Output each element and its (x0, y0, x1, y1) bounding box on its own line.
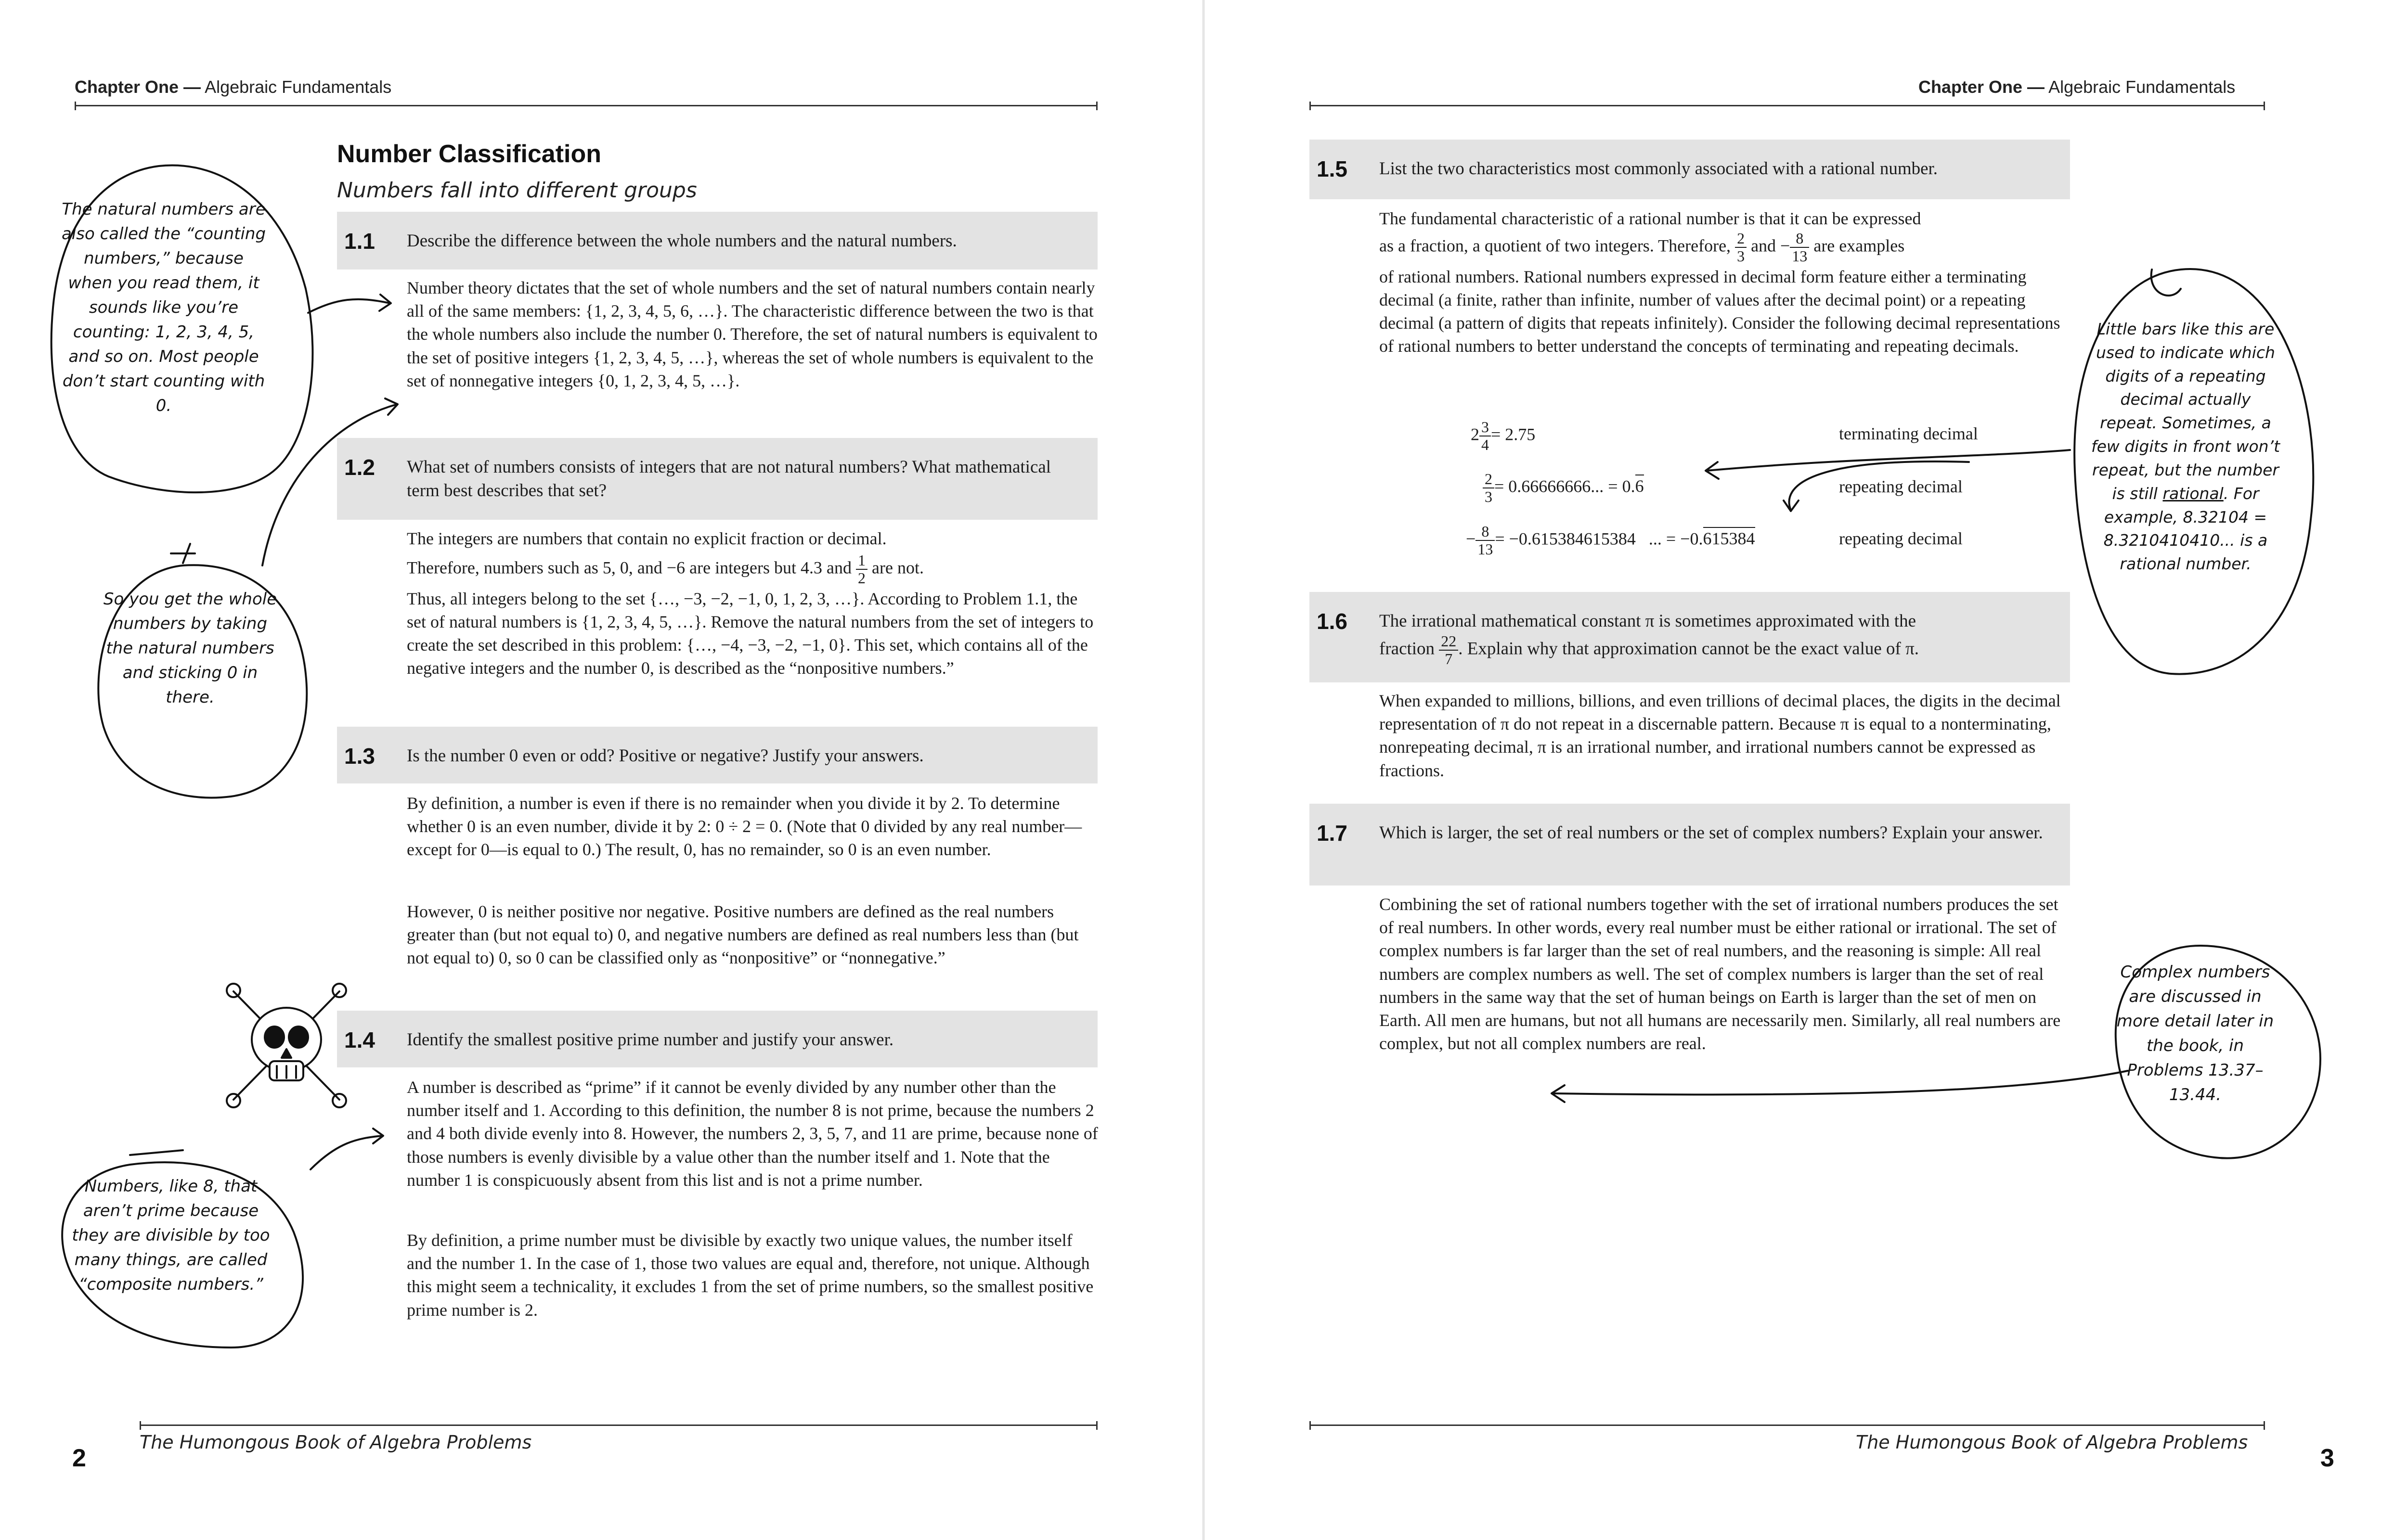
problem-1-1-answer: Number theory dictates that the set of whole numbers and the set of natural numbers contain nearly all of the same members: {1, 2, 3, 4, 5, 6, …}. The characteristic difference between the two is that the whole numbers also include the number 0. Therefore, the set of natural numbers is equivalent to the set of positive integers {1, 2, 3, 4, 5, …}, whereas the set of whole numbers is equivalent to the set of nonnegative integers {0, 1, 2, 3, 4, 5, …}. (407, 278, 1098, 390)
fraction-denominator: 3 (1485, 488, 1492, 506)
footer-book-title: The Humongous Book of Algebra Problems (1856, 1432, 2248, 1453)
problem-1-3-answer-1: By definition, a number is even if there is no remainder when you divide it by 2. To determine whether 0 is an even number, divide it by 2: 0 ÷ 2 = 0. (Note that 0 divided by any real number—except for 0—is equal to 0.) The result, 0, has no remainder, so 0 is an even number. (407, 794, 1082, 860)
problem-question: List the two characteristics most commonly associated with a rational number. (1379, 159, 1938, 179)
note-natural-numbers: The natural numbers are also called the “counting numbers,” because when you read them, it sounds like you’re counting: 1, 2, 3, 4, 5, and so on. Most people don’t start counting with 0. (61, 200, 266, 415)
note-repeating-bars (2089, 318, 2282, 576)
chapter-label: Chapter One — (1918, 77, 2045, 97)
problem-question: Describe the difference between the whole numbers and the natural numbers. (407, 231, 957, 251)
repeating-bar-digits: 6 (1635, 475, 1644, 496)
problem-number: 1.7 (1317, 821, 1347, 846)
problem-number: 1.6 (1317, 609, 1347, 634)
problem-question: Is the number 0 even or odd? Positive or negative? Justify your answers. (407, 746, 924, 766)
fraction-denominator: 7 (1445, 650, 1453, 668)
problem-question (1379, 609, 2051, 668)
chapter-title: Algebraic Fundamentals (205, 77, 392, 97)
fraction-twenty-two-sevenths (1439, 633, 1458, 667)
note-text: Little bars like this are used to indicate which digits of a repeating decimal actually repeat. Sometimes, a few digits in front won’t repeat, but the number is still (2091, 320, 2280, 503)
fraction (1475, 523, 1495, 558)
fraction-numerator: 2 (1483, 471, 1494, 488)
question-text: fraction (1379, 639, 1435, 659)
fraction-numerator: 8 (1790, 230, 1809, 248)
decimal-example-repeating-2 (1466, 523, 1755, 558)
answer-text: as a fraction, a quotient of two integers. Therefore, (1379, 236, 1731, 256)
footer-rule (140, 1424, 1098, 1426)
problem-1-4-box (337, 1011, 1098, 1067)
problem-1-6-answer: When expanded to millions, billions, and even trillions of decimal places, the digits in the decimal representation of π do not repeat in a discernable pattern. Because π is equal to a nonterminating, nonrepeating decimal, π is an irrational number, and irrational numbers cannot be expressed as fractions. (1379, 691, 2061, 780)
fraction-denominator: 13 (1477, 540, 1493, 558)
header-rule (1309, 105, 2265, 106)
answer-text: Therefore, numbers such as 5, 0, and −6 are integers but 4.3 and (407, 558, 852, 578)
footer-book-title: The Humongous Book of Algebra Problems (140, 1432, 532, 1453)
running-header (75, 77, 391, 97)
page-number-left: 2 (72, 1444, 86, 1472)
problem-number: 1.3 (344, 744, 375, 769)
fraction-numerator: 3 (1479, 419, 1491, 436)
answer-line: The integers are numbers that contain no explicit fraction or decimal. (407, 529, 887, 548)
problem-1-2-answer (407, 527, 1100, 680)
problem-1-2-box (337, 438, 1098, 520)
decimal-label-terminating: terminating decimal (1839, 424, 1978, 443)
answer-line (407, 552, 1100, 587)
problem-number: 1.2 (344, 455, 375, 480)
fraction-denominator: 2 (858, 569, 866, 587)
decimal-example-terminating (1471, 419, 1535, 453)
right-page (1204, 0, 2407, 1540)
problem-1-6-box (1309, 592, 2070, 682)
answer-line: The fundamental characteristic of a rational number is that it can be expressed (1379, 209, 1921, 228)
problem-question: Identify the smallest positive prime number and justify your answer. (407, 1030, 894, 1050)
fraction-denominator: 13 (1792, 247, 1808, 265)
problem-question: What set of numbers consists of integers that are not natural numbers? What mathematical term best describes that set? (407, 457, 1051, 501)
question-line (1379, 633, 2051, 667)
problem-1-7-box (1309, 804, 2070, 886)
question-text: . Explain why that approximation cannot be the exact value of π. (1458, 639, 1919, 659)
answer-text: and − (1751, 236, 1790, 256)
book-spine (1202, 0, 1205, 1540)
fraction-denominator: 3 (1737, 247, 1745, 265)
note-composite-numbers: Numbers, like 8, that aren’t prime because they are divisible by too many things, are called “composite numbers.” (72, 1177, 270, 1294)
problem-1-1-box (337, 212, 1098, 270)
decimal-value: = −0.615384615384 ... = −0. (1495, 529, 1703, 549)
note-complex-numbers: Complex numbers are discussed in more detail later in the book, in Problems 13.37–13.44. (2116, 962, 2274, 1104)
note-text: . For example, 8.32104 = 8.3210410410... is a rational number. (2103, 484, 2268, 574)
answer-text: are examples (1813, 236, 1905, 256)
section-subtitle: Numbers fall into different groups (337, 178, 697, 203)
section-title: Number Classification (337, 140, 602, 168)
decimal-label-repeating-2: repeating decimal (1839, 529, 1963, 548)
note-whole-numbers: So you get the whole numbers by taking the natural numbers and sticking 0 in there. (103, 590, 277, 707)
fraction-numerator: 8 (1475, 523, 1495, 541)
fraction-one-half (856, 552, 867, 587)
header-rule (75, 105, 1098, 106)
problem-number: 1.5 (1317, 156, 1347, 181)
problem-number: 1.4 (344, 1027, 375, 1052)
decimal-value: = 2.75 (1491, 424, 1536, 444)
problem-1-4-answer-1: A number is described as “prime” if it cannot be evenly divided by any number other than the number itself and 1. According to this definition, the number 8 is not prime, because the numbers 2 and 4 both divide evenly into 8. However, the numbers 2, 3, 5, 7, and 11 are prime, because none of those numbers is evenly divisible by a value other than the number itself and 1. Note that the number 1 is conspicuously absent from this list and is not a prime number. (407, 1078, 1098, 1190)
fraction-two-thirds (1735, 230, 1747, 265)
question-line: The irrational mathematical constant π is sometimes approximated with the (1379, 611, 1916, 631)
problem-1-3-answer-2: However, 0 is neither positive nor negative. Positive numbers are defined as the real numbers greater than (but not equal to) 0, and negative numbers are defined as real numbers less than (but not equal to) 0, so 0 can be classified only as “nonpositive” or “nonnegative.” (407, 902, 1079, 968)
problem-1-3-box (337, 727, 1098, 783)
decimal-value: = 0.66666666... = 0. (1494, 476, 1635, 496)
fraction-numerator: 1 (856, 552, 867, 570)
decimal-example-repeating-1 (1483, 471, 1644, 505)
answer-line (1379, 230, 2072, 265)
page-number-right: 3 (2320, 1444, 2334, 1472)
problem-1-7-answer: Combining the set of rational numbers together with the set of irrational numbers produces the set of real numbers. In other words, every real number must be either rational or irrational. The set of complex numbers is far larger than the set of real numbers, and the reasoning is simple: All real numbers are complex numbers as well. The set of complex numbers is larger than the set of real numbers in the same way that the set of human beings on Earth is larger than the set of men on Earth. All men are humans, but not all humans are necessarily men. Similarly, all real numbers are complex, but not all complex numbers are real. (1379, 895, 2061, 1053)
fraction-denominator: 4 (1481, 436, 1489, 454)
minus-sign: − (1466, 529, 1476, 549)
mixed-number-whole: 2 (1471, 424, 1479, 444)
running-header (1918, 77, 2235, 97)
decimal-label-repeating-1: repeating decimal (1839, 477, 1963, 496)
chapter-label: Chapter One — (75, 77, 201, 97)
problem-1-5-answer (1379, 207, 2072, 358)
fraction-numerator: 2 (1735, 230, 1747, 248)
mixed-number-fraction (1479, 419, 1491, 453)
footer-rule (1309, 1424, 2265, 1426)
note-emphasis: rational (2162, 484, 2224, 503)
problem-number: 1.1 (344, 229, 375, 254)
answer-paragraph: of rational numbers. Rational numbers expressed in decimal form feature either a terminating decimal (a finite, rather than infinite, number of values after the decimal point) or a repeating decimal (a pattern of digits that repeats infinitely). Consider the following decimal representations of rational numbers to better understand the concepts of terminating and repeating decimals. (1379, 267, 2060, 356)
repeating-bar-digits: 615384 (1703, 527, 1755, 548)
fraction (1483, 471, 1494, 505)
answer-paragraph: Thus, all integers belong to the set {…, −3, −2, −1, 0, 1, 2, 3, …}. According to Problem 1.1, the set of natural numbers is {1, 2, 3, 4, 5, …}. Remove the natural numbers from the set of integers to create the set described in this problem: {…, −4, −3, −2, −1, 0}. This set, which contains all of the negative integers and the number 0, is described as the “nonpositive numbers.” (407, 589, 1094, 678)
fraction-eight-thirteenths (1790, 230, 1809, 265)
problem-question: Which is larger, the set of real numbers or the set of complex numbers? Explain your answer. (1379, 823, 2043, 843)
problem-1-5-box (1309, 140, 2070, 199)
fraction-numerator: 22 (1439, 633, 1458, 651)
answer-text: are not. (872, 558, 924, 578)
chapter-title: Algebraic Fundamentals (2048, 77, 2236, 97)
problem-1-4-answer-2: By definition, a prime number must be divisible by exactly two unique values, the number itself and the number 1. In the case of 1, those two values are equal and, therefore, not unique. Although this might seem a technicality, it excludes 1 from the set of prime numbers, so the smallest positive prime number is 2. (407, 1231, 1094, 1320)
